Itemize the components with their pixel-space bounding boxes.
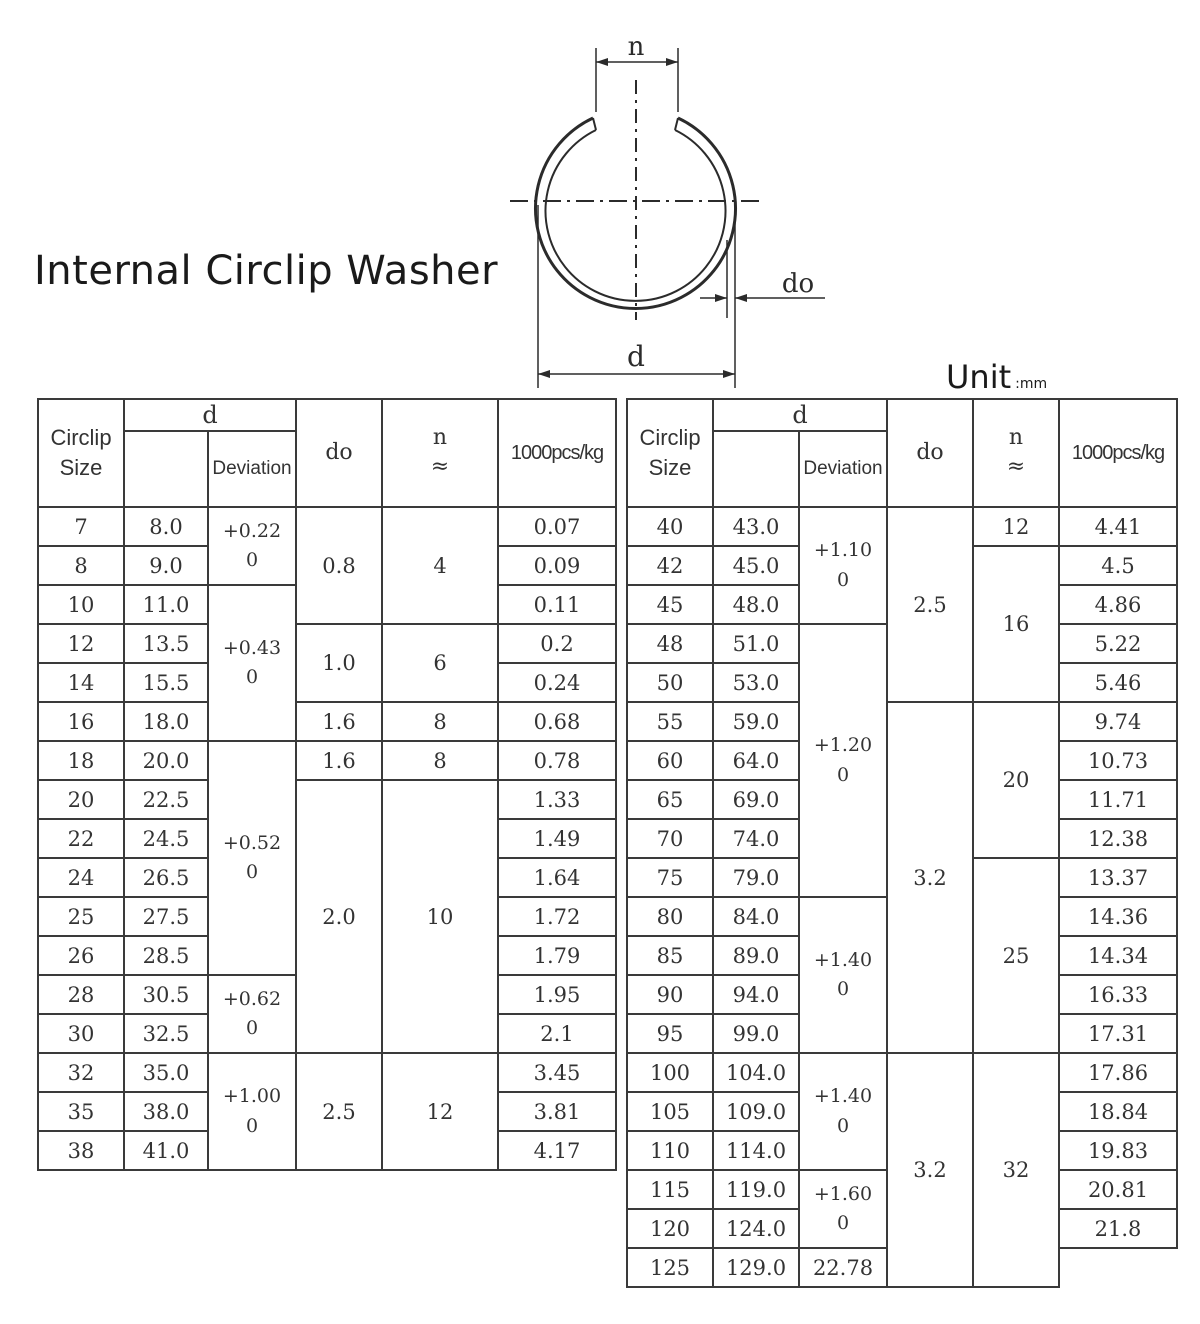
- size-cell: 7: [38, 507, 124, 546]
- weight-cell: 22.78: [799, 1248, 887, 1287]
- weight-cell: 3.45: [498, 1053, 616, 1092]
- size-cell: 55: [627, 702, 713, 741]
- weight-cell: 5.22: [1059, 624, 1177, 663]
- d-cell: 94.0: [713, 975, 799, 1014]
- weight-cell: 5.46: [1059, 663, 1177, 702]
- weight-cell: 14.36: [1059, 897, 1177, 936]
- weight-cell: 1.72: [498, 897, 616, 936]
- size-cell: 80: [627, 897, 713, 936]
- size-cell: 10: [38, 585, 124, 624]
- header-d-value: [124, 431, 208, 507]
- weight-cell: 0.09: [498, 546, 616, 585]
- do-cell: 2.5: [887, 507, 973, 702]
- n-cell: 8: [382, 702, 498, 741]
- table-row: [38, 624, 616, 663]
- weight-cell: 14.34: [1059, 936, 1177, 975]
- size-cell: 22: [38, 819, 124, 858]
- size-cell: 8: [38, 546, 124, 585]
- weight-cell: 0.68: [498, 702, 616, 741]
- header-weight: 1000pcs/kg: [498, 399, 616, 507]
- weight-cell: 1.33: [498, 780, 616, 819]
- size-cell: 25: [38, 897, 124, 936]
- d-cell: 114.0: [713, 1131, 799, 1170]
- size-cell: 28: [38, 975, 124, 1014]
- size-cell: 42: [627, 546, 713, 585]
- d-cell: 28.5: [124, 936, 208, 975]
- do-cell: 1.6: [296, 741, 382, 780]
- weight-cell: 0.24: [498, 663, 616, 702]
- weight-cell: 12.38: [1059, 819, 1177, 858]
- unit-value: :mm: [1015, 376, 1048, 392]
- weight-cell: 21.8: [1059, 1209, 1177, 1248]
- weight-cell: 19.83: [1059, 1131, 1177, 1170]
- header-deviation: Deviation: [208, 431, 296, 507]
- weight-cell: 16.33: [1059, 975, 1177, 1014]
- do-cell: 2.0: [296, 780, 382, 1053]
- d-cell: 38.0: [124, 1092, 208, 1131]
- weight-cell: 0.2: [498, 624, 616, 663]
- table-row: [38, 1053, 616, 1092]
- d-cell: 15.5: [124, 663, 208, 702]
- size-cell: 125: [627, 1248, 713, 1287]
- deviation-cell: +1.40 0: [799, 1053, 887, 1170]
- header-circlip-size: Circlip Size: [38, 399, 124, 507]
- weight-cell: 0.11: [498, 585, 616, 624]
- table-row: [38, 780, 616, 819]
- d-cell: 74.0: [713, 819, 799, 858]
- d-cell: 43.0: [713, 507, 799, 546]
- table-row: [38, 741, 616, 780]
- d-cell: 119.0: [713, 1170, 799, 1209]
- weight-cell: 4.86: [1059, 585, 1177, 624]
- header-d-value: [713, 431, 799, 507]
- weight-cell: 4.41: [1059, 507, 1177, 546]
- d-cell: 69.0: [713, 780, 799, 819]
- d-cell: 59.0: [713, 702, 799, 741]
- left-spec-table: [37, 398, 617, 1171]
- size-cell: 65: [627, 780, 713, 819]
- deviation-cell: +1.60 0: [799, 1170, 887, 1248]
- deviation-cell: +1.40 0: [799, 897, 887, 1053]
- n-cell: 8: [382, 741, 498, 780]
- d-cell: 99.0: [713, 1014, 799, 1053]
- unit-label: [946, 358, 1047, 396]
- right-spec-table: [626, 398, 1178, 1288]
- deviation-cell: +0.43 0: [208, 585, 296, 741]
- d-cell: 35.0: [124, 1053, 208, 1092]
- size-cell: 70: [627, 819, 713, 858]
- weight-cell: 1.79: [498, 936, 616, 975]
- weight-cell: 1.95: [498, 975, 616, 1014]
- header-do: do: [887, 399, 973, 507]
- d-cell: 20.0: [124, 741, 208, 780]
- size-cell: 115: [627, 1170, 713, 1209]
- header-n: n ≈: [382, 399, 498, 507]
- n-cell: 32: [973, 1053, 1059, 1287]
- size-cell: 120: [627, 1209, 713, 1248]
- d-cell: 30.5: [124, 975, 208, 1014]
- d-cell: 53.0: [713, 663, 799, 702]
- weight-cell: 10.73: [1059, 741, 1177, 780]
- n-cell: 20: [973, 702, 1059, 858]
- size-cell: 14: [38, 663, 124, 702]
- size-cell: 85: [627, 936, 713, 975]
- size-cell: 50: [627, 663, 713, 702]
- n-cell: 16: [973, 546, 1059, 702]
- weight-cell: 1.64: [498, 858, 616, 897]
- size-cell: 45: [627, 585, 713, 624]
- size-cell: 38: [38, 1131, 124, 1170]
- size-cell: 24: [38, 858, 124, 897]
- weight-cell: 4.5: [1059, 546, 1177, 585]
- table-row: [627, 1053, 1177, 1092]
- weight-cell: 3.81: [498, 1092, 616, 1131]
- size-cell: 32: [38, 1053, 124, 1092]
- deviation-cell: +1.20 0: [799, 624, 887, 897]
- weight-cell: 17.31: [1059, 1014, 1177, 1053]
- d-label: d: [627, 340, 645, 373]
- do-cell: 1.0: [296, 624, 382, 702]
- page-title: Internal Circlip Washer: [34, 248, 499, 294]
- size-cell: 35: [38, 1092, 124, 1131]
- weight-cell: 20.81: [1059, 1170, 1177, 1209]
- d-cell: 84.0: [713, 897, 799, 936]
- size-cell: 48: [627, 624, 713, 663]
- n-cell: 25: [973, 858, 1059, 1053]
- d-cell: 129.0: [713, 1248, 799, 1287]
- size-cell: 16: [38, 702, 124, 741]
- size-cell: 105: [627, 1092, 713, 1131]
- size-cell: 12: [38, 624, 124, 663]
- d-cell: 27.5: [124, 897, 208, 936]
- size-cell: 40: [627, 507, 713, 546]
- d-cell: 64.0: [713, 741, 799, 780]
- d-cell: 24.5: [124, 819, 208, 858]
- n-cell: 10: [382, 780, 498, 1053]
- d-cell: 48.0: [713, 585, 799, 624]
- size-cell: 95: [627, 1014, 713, 1053]
- size-cell: 26: [38, 936, 124, 975]
- do-cell: 0.8: [296, 507, 382, 624]
- header-weight: 1000pcs/kg: [1059, 399, 1177, 507]
- weight-cell: 2.1: [498, 1014, 616, 1053]
- d-cell: 89.0: [713, 936, 799, 975]
- header-circlip-size: Circlip Size: [627, 399, 713, 507]
- deviation-cell: +0.62 0: [208, 975, 296, 1053]
- d-cell: 124.0: [713, 1209, 799, 1248]
- d-cell: 8.0: [124, 507, 208, 546]
- weight-cell: 4.17: [498, 1131, 616, 1170]
- weight-cell: 0.07: [498, 507, 616, 546]
- d-cell: 11.0: [124, 585, 208, 624]
- weight-cell: 13.37: [1059, 858, 1177, 897]
- header-d: d: [124, 399, 296, 431]
- header-deviation: Deviation: [799, 431, 887, 507]
- d-cell: 41.0: [124, 1131, 208, 1170]
- size-cell: 20: [38, 780, 124, 819]
- d-cell: 45.0: [713, 546, 799, 585]
- weight-cell: 9.74: [1059, 702, 1177, 741]
- table-row: [627, 507, 1177, 546]
- header-do: do: [296, 399, 382, 507]
- deviation-cell: +0.22 0: [208, 507, 296, 585]
- d-cell: 26.5: [124, 858, 208, 897]
- d-cell: 109.0: [713, 1092, 799, 1131]
- deviation-cell: +1.00 0: [208, 1053, 296, 1170]
- table-row: [38, 702, 616, 741]
- d-cell: 104.0: [713, 1053, 799, 1092]
- d-cell: 32.5: [124, 1014, 208, 1053]
- weight-cell: 17.86: [1059, 1053, 1177, 1092]
- table-row: [38, 507, 616, 546]
- d-cell: 13.5: [124, 624, 208, 663]
- size-cell: 18: [38, 741, 124, 780]
- d-cell: 9.0: [124, 546, 208, 585]
- n-cell: 6: [382, 624, 498, 702]
- weight-cell: 18.84: [1059, 1092, 1177, 1131]
- circlip-diagram: [0, 0, 1200, 400]
- d-cell: 51.0: [713, 624, 799, 663]
- weight-cell: 11.71: [1059, 780, 1177, 819]
- d-cell: 22.5: [124, 780, 208, 819]
- n-cell: 4: [382, 507, 498, 624]
- do-cell: 1.6: [296, 702, 382, 741]
- n-cell: 12: [973, 507, 1059, 546]
- size-cell: 60: [627, 741, 713, 780]
- header-n: n ≈: [973, 399, 1059, 507]
- size-cell: 75: [627, 858, 713, 897]
- header-d: d: [713, 399, 887, 431]
- n-label: n: [627, 32, 645, 62]
- weight-cell: 0.78: [498, 741, 616, 780]
- table-row: [627, 702, 1177, 741]
- deviation-cell: +1.10 0: [799, 507, 887, 624]
- size-cell: 90: [627, 975, 713, 1014]
- deviation-cell: +0.52 0: [208, 741, 296, 975]
- do-cell: 3.2: [887, 1053, 973, 1287]
- d-cell: 18.0: [124, 702, 208, 741]
- do-cell: 2.5: [296, 1053, 382, 1170]
- size-cell: 30: [38, 1014, 124, 1053]
- size-cell: 110: [627, 1131, 713, 1170]
- d-cell: 79.0: [713, 858, 799, 897]
- size-cell: 100: [627, 1053, 713, 1092]
- weight-cell: 1.49: [498, 819, 616, 858]
- do-label: do: [781, 269, 815, 299]
- n-cell: 12: [382, 1053, 498, 1170]
- do-cell: 3.2: [887, 702, 973, 1053]
- unit-text: Unit: [946, 358, 1012, 396]
